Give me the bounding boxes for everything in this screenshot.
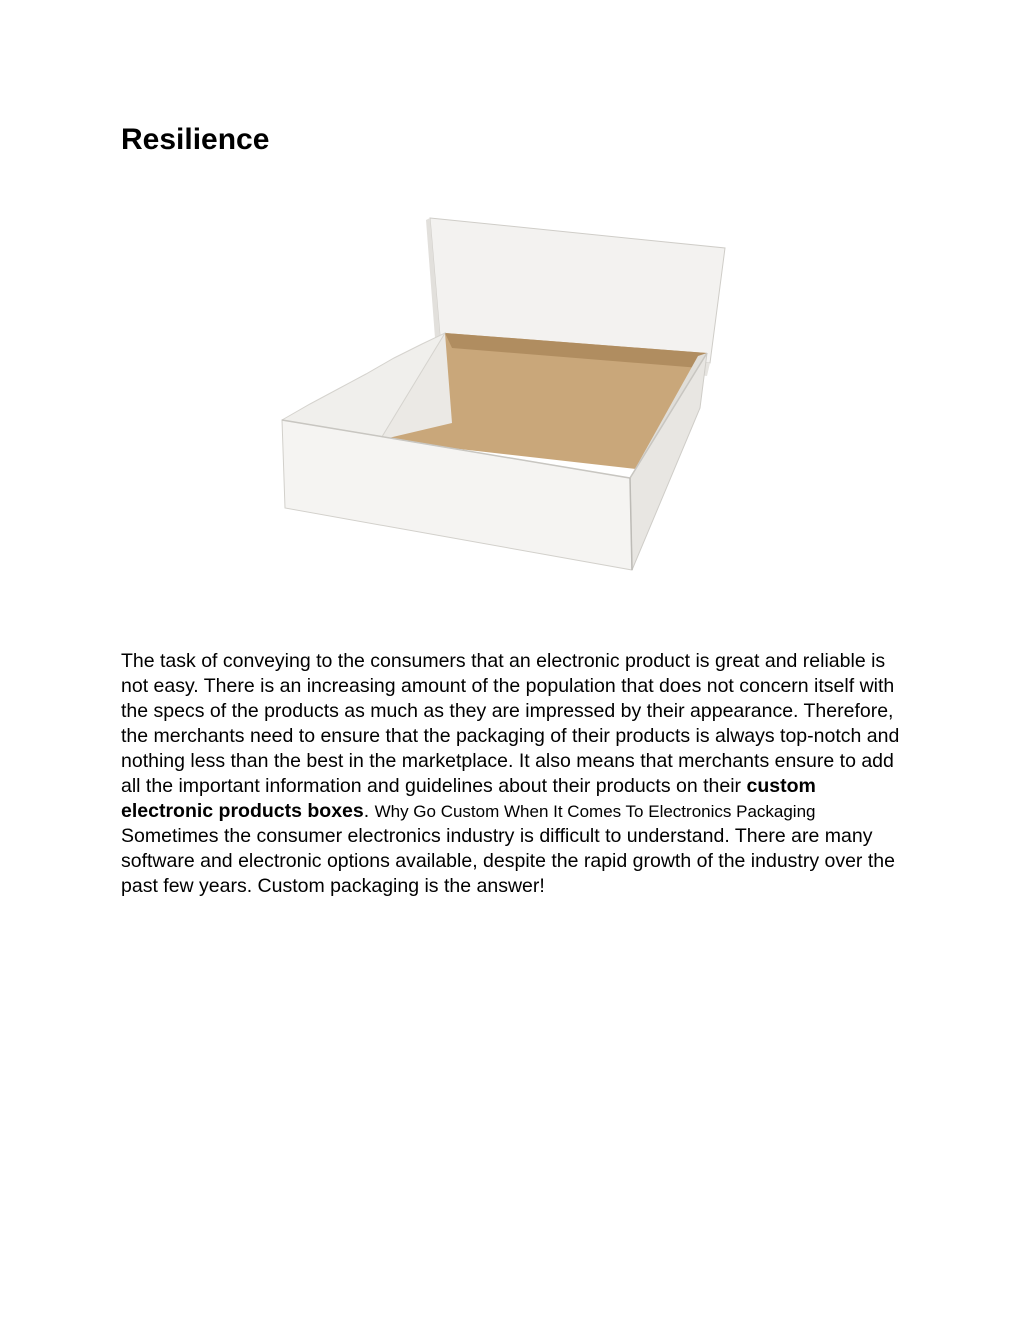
body-intro: The task of conveying to the consumers that an electronic product is great and reliable is not easy. There is an increasing amount of the population that does not concern itself with the specs of the products as much as they are impressed by their appearance. Therefore, the merchants need to ensure that the packaging of their products is always top-notch and nothing less than the best in the marketplace. It also means that merchants ensure to add all the important information and guidelines about their products on their (121, 650, 900, 797)
box-image (270, 208, 740, 588)
body-closing: Sometimes the consumer electronics industry is difficult to understand. There are many software and electronic options available, despite the rapid growth of the industry over the past few years. Custom packaging is the answer! (121, 825, 895, 897)
inline-subheading: Why Go Custom When It Comes To Electronics Packaging (374, 802, 816, 821)
body-after-bold: . (363, 800, 375, 822)
body-paragraph (121, 649, 911, 899)
open-box-illustration (270, 208, 740, 588)
custom-electronic-products-boxes-link[interactable]: custom electronic products boxes (121, 775, 816, 822)
page-heading: Resilience (121, 123, 270, 156)
